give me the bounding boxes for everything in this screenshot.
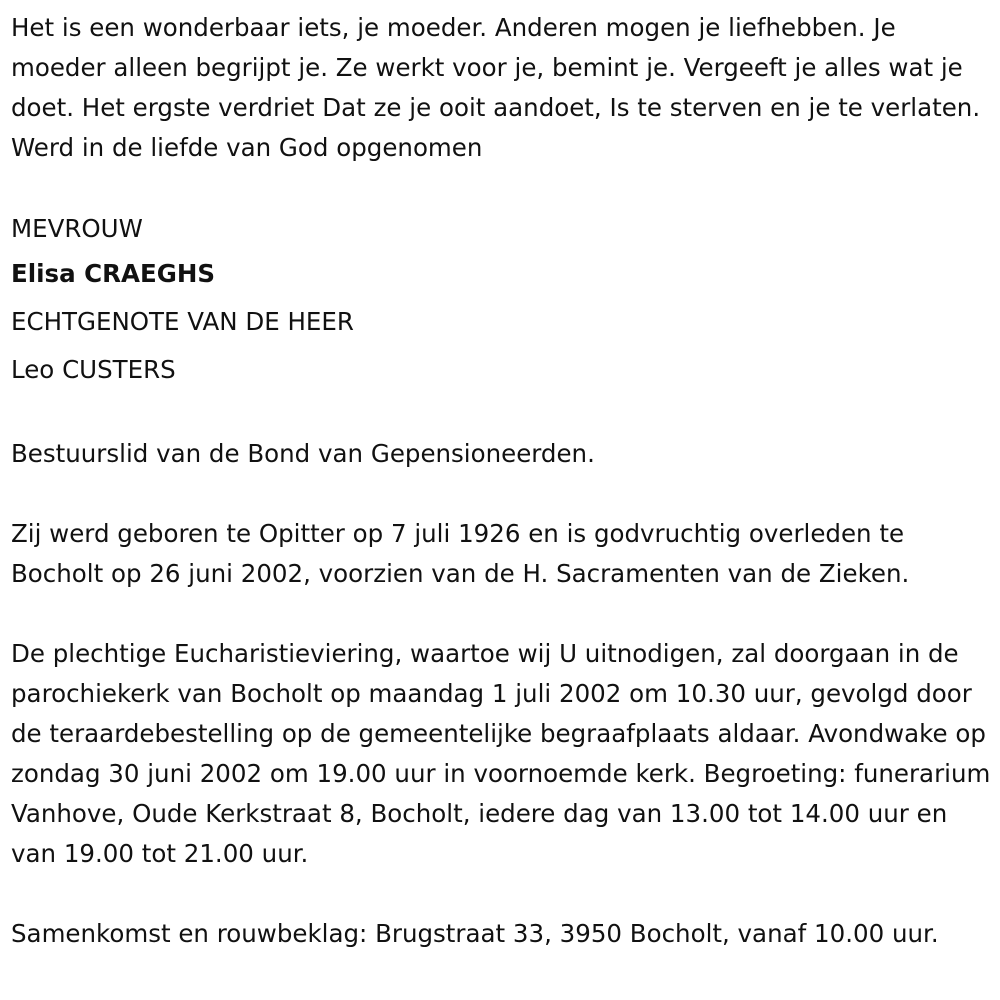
gathering-paragraph: Samenkomst en rouwbeklag: Brugstraat 33, 3950 Bocholt, vanaf 10.00 uur. bbox=[11, 919, 939, 948]
honorific-title: MEVROUW bbox=[11, 214, 143, 243]
spacer bbox=[11, 594, 991, 634]
relation-line: ECHTGENOTE VAN DE HEER bbox=[11, 307, 354, 336]
obituary-document bbox=[11, 8, 991, 954]
spacer bbox=[11, 394, 991, 434]
spacer bbox=[11, 474, 991, 514]
spacer bbox=[11, 168, 991, 208]
deceased-name: Elisa CRAEGHS bbox=[11, 259, 215, 288]
poem-paragraph: Het is een wonderbaar iets, je moeder. Anderen mogen je liefhebben. Je moeder alleen begrijpt je. Ze werkt voor je, bemint je. Vergeeft je alles wat je doet. Het ergste verdriet Dat ze je ooit aandoet, Is te sterven en je te verlaten. Werd in de liefde van God opgenomen bbox=[11, 13, 981, 162]
spouse-name: Leo CUSTERS bbox=[11, 355, 176, 384]
birth-death-paragraph: Zij werd geboren te Opitter op 7 juli 1926 en is godvruchtig overleden te Bocholt op 26 juni 2002, voorzien van de H. Sacramenten van de Zieken. bbox=[11, 519, 910, 588]
name-block bbox=[11, 208, 991, 394]
ceremony-paragraph: De plechtige Eucharistieviering, waartoe wij U uitnodigen, zal doorgaan in de parochiekerk van Bocholt op maandag 1 juli 2002 om 10.30 uur, gevolgd door de teraardebestelling op de gemeentelijke begraafplaats aldaar. Avondwake op zondag 30 juni 2002 om 19.00 uur in voornoemde kerk. Begroeting: funerarium Vanhove, Oude Kerkstraat 8, Bocholt, iedere dag van 13.00 tot 14.00 uur en van 19.00 tot 21.00 uur. bbox=[11, 639, 991, 868]
spacer bbox=[11, 874, 991, 914]
role-paragraph: Bestuurslid van de Bond van Gepensioneerden. bbox=[11, 439, 595, 468]
